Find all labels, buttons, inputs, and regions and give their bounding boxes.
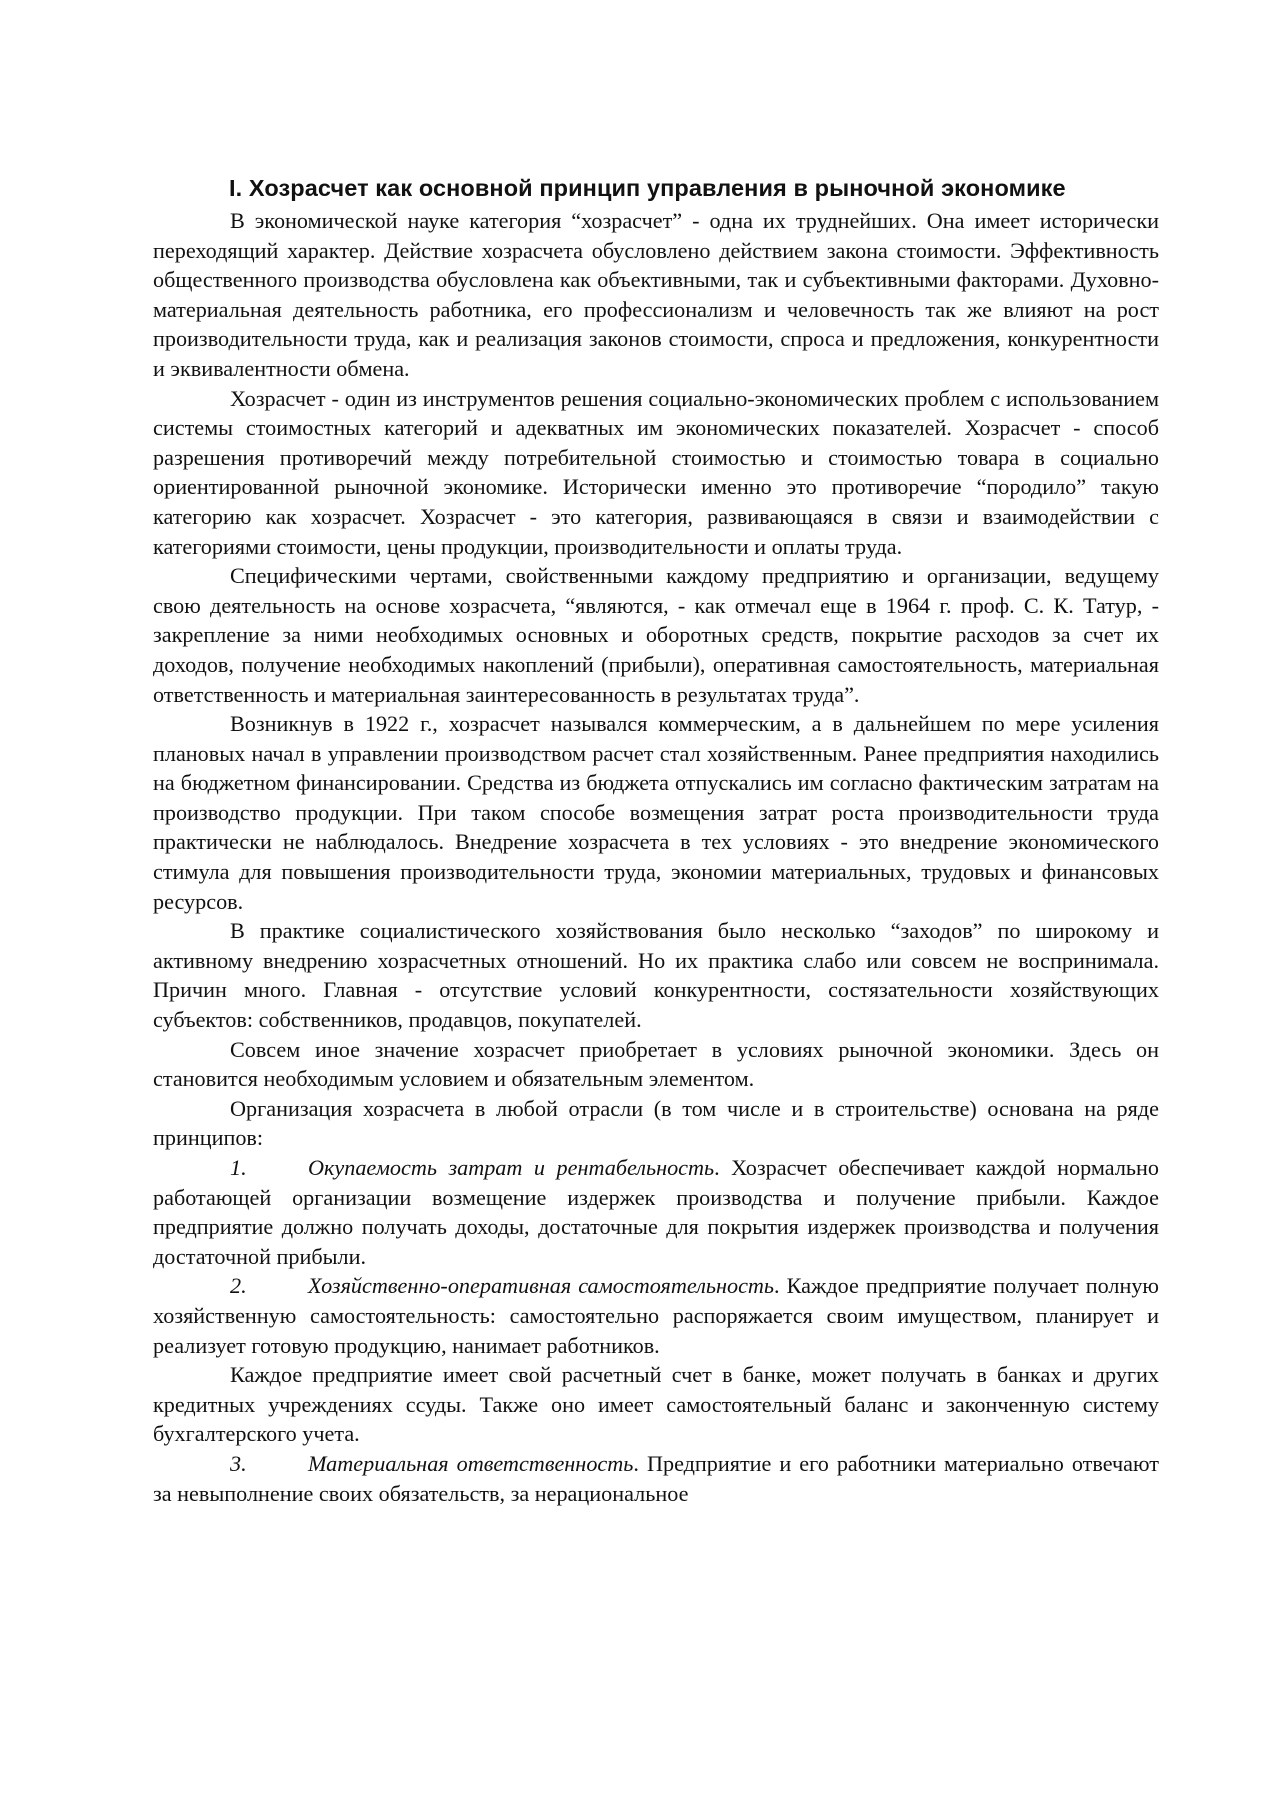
principle-term: Хозяйственно-оперативная самостоятельность [308,1273,775,1299]
paragraph: В экономической науке категория “хозрасчет” - одна их труднейших. Она имеет исторически переходящий характер. Действие хозрасчета обусловлено действием закона стоимости. Эффективность общественного производства обусловлена как объективными, так и субъективными факторами. Духовно-материальная деятельность работника, его профессионализм и человечность так же влияют на рост производительности труда, как и реализация законов стоимости, спроса и предложения, конкурентности и эквивалентности обмена. [153,208,1159,381]
paragraph: Специфическими чертами, свойственными каждому предприятию и организации, ведущему свою деятельность на основе хозрасчета, “являются, - как отмечал еще в 1964 г. проф. С. К. Татур, - закрепление за ними необходимых основных и оборотных средств, покрытие расходов за счет их доходов, получение необходимых накоплений (прибыли), оперативная самостоятельность, материальная ответственность и материальная заинтересованность в результатах труда”. [153,563,1159,707]
paragraph: Совсем иное значение хозрасчет приобретает в условиях рыночной экономики. Здесь он становится необходимым условием и обязательным элементом. [153,1036,1159,1092]
paragraph: Организация хозрасчета в любой отрасли (в том числе и в строительстве) основана на ряде принципов: [153,1095,1159,1151]
paragraph: Хозрасчет - один из инструментов решения социально-экономических проблем с использованием системы стоимостных категорий и адекватных им экономических показателей. Хозрасчет - способ разрешения противоречий между потребительной стоимостью и стоимостью товара в социально ориентированной рыночной экономике. Исторически именно это противоречие “породило” такую категорию как хозрасчет. Хозрасчет - это категория, развивающаяся в связи и взаимодействии с категориями стоимости, цены продукции, производительности и оплаты труда. [153,385,1159,559]
paragraph: Каждое предприятие имеет свой расчетный счет в банке, может получать в банках и других кредитных учреждениях ссуды. Также оно имеет самостоятельный баланс и законченную систему бухгалтерского учета. [153,1362,1159,1447]
principle-item-3 [153,1449,1159,1508]
principle-item-1 [153,1153,1159,1271]
principle-term: Материальная ответственность [308,1450,634,1476]
list-number: 3. [230,1450,247,1476]
paragraph: В практике социалистического хозяйствования было несколько “заходов” по широкому и активному внедрению хозрасчетных отношений. Но их практика слабо или совсем не воспринимала. Причин много. Главная - отсутствие условий конкурентности, состязательности хозяйствующих субъектов: собственников, продавцов, покупателей. [153,918,1159,1033]
list-number: 2. [230,1273,247,1299]
section-title: I. Хозрасчет как основной принцип управления в рыночной экономике [229,175,1066,201]
document-page [153,172,1159,1508]
principle-text: . Хозрасчет обеспечивает каждой нормально работающей организации возмещение издержек производства и получение прибыли. Каждое предприятие должно получать доходы, достаточные для покрытия издержек производства и получения достаточной прибыли. [153,1155,1159,1269]
principle-text: . Предприятие и его работники материально отвечают за невыполнение своих обязательств, за нерациональное [153,1450,1160,1506]
principle-text: . Каждое предприятие получает полную хозяйственную самостоятельность: самостоятельно распоряжается своим имуществом, планирует и реализует готовую продукцию, нанимает работников. [153,1273,1159,1358]
list-number: 1. [230,1155,247,1180]
principle-term: Окупаемость затрат и рентабельность [308,1155,715,1180]
principle-item-2 [153,1271,1159,1360]
paragraph: Возникнув в 1922 г., хозрасчет назывался коммерческим, а в дальнейшем по мере усиления плановых начал в управлении производством расчет стал хозяйственным. Ранее предприятия находились на бюджетном финансировании. Средства из бюджета отпускались им согласно фактическим затратам на производство продукции. При таком способе возмещения затрат роста производительности труда практически не наблюдалось. Внедрение хозрасчета в тех условиях - это внедрение экономического стимула для повышения производительности труда, экономии материальных, трудовых и финансовых ресурсов. [153,711,1159,914]
